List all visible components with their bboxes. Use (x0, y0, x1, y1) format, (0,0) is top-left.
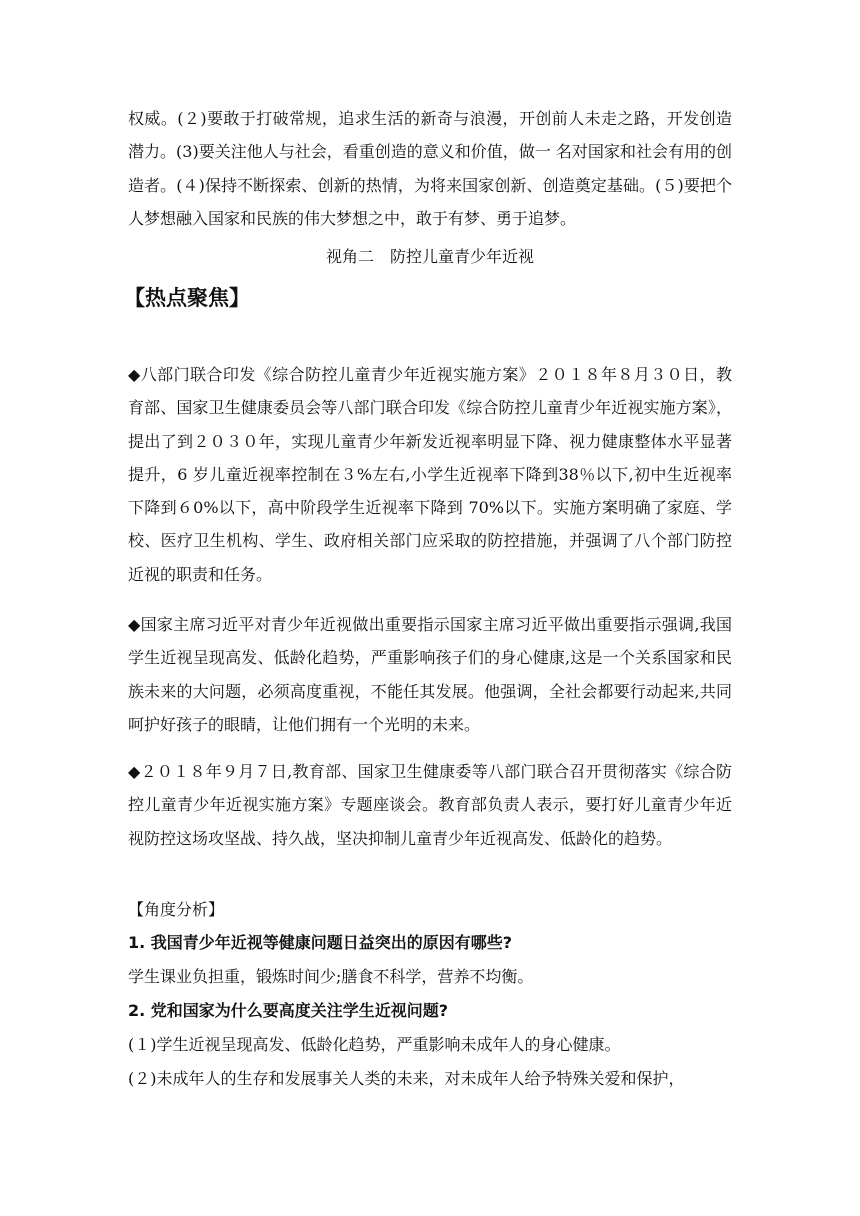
news-item-1: ◆八部门联合印发《综合防控儿童青少年近视实施方案》２０１８年８月３０日，教育部、国家卫生健康委员会等八部门联合印发《综合防控儿童青少年近视实施方案》，提出了到２０３０年，实现儿童青少年新发近视率明显下降、视力健康整体水平显著提升，6 岁儿童近视率控制在３%左右,小学生近视率下降到38％以下,初中生近视率下降到６0%以下，高中阶段学生近视率下降到 70%以下。实施方案明确了家庭、学校、医疗卫生机构、学生、政府相关部门应采取的防控措施，并强调了八个部门防控近视的职责和任务。 (128, 365, 732, 584)
news-item-3: ◆２０１８年９月７日,教育部、国家卫生健康委等八部门联合召开贯彻落实《综合防控儿童青少年近视实施方案》专题座谈会。教育部负责人表示，要打好儿童青少年近视防控这场攻坚战、持久战，坚决抑制儿童青少年近视高发、低龄化的趋势。 (128, 762, 732, 848)
section-subtitle: 视角二 防控儿童青少年近视 (325, 247, 534, 266)
answer-2-point-1: (１)学生近视呈现高发、低龄化趋势，严重影响未成年人的身心健康。 (128, 1035, 621, 1054)
question-2: 2. 党和国家为什么要高度关注学生近视问题? (128, 1001, 449, 1020)
news-item-2: ◆国家主席习近平对青少年近视做出重要指示国家主席习近平做出重要指示强调,我国学生近视呈现高发、低龄化趋势，严重影响孩子们的身心健康,这是一个关系国家和民族未来的大问题，必须高度重视，不能任其发展。他强调，全社会都要行动起来,共同呵护好孩子的眼睛，让他们拥有一个光明的未来。 (128, 615, 732, 734)
hot-focus-heading: 【热点聚焦】 (124, 286, 250, 310)
answer-1: 学生课业负担重，锻炼时间少;膳食不科学，营养不均衡。 (128, 967, 534, 986)
angle-analysis-heading: 【角度分析】 (128, 900, 225, 919)
question-1: 1. 我国青少年近视等健康问题日益突出的原因有哪些? (128, 933, 513, 952)
intro-paragraph: 权威。(２)要敢于打破常规，追求生活的新奇与浪漫，开创前人未走之路，开发创造潜力。(3)要关注他人与社会，看重创造的意义和价值，做一 名对国家和社会有用的创造者。(４)保持不断探索、创新的热情，为将来国家创新、创造奠定基础。(５)要把个人梦想融入国家和民族的伟大梦想之中，敢于有梦、勇于追梦。 (128, 109, 732, 228)
answer-2-point-2: (２)未成年人的生存和发展事关人类的未来，对未成年人给予特殊关爱和保护， (128, 1069, 685, 1088)
